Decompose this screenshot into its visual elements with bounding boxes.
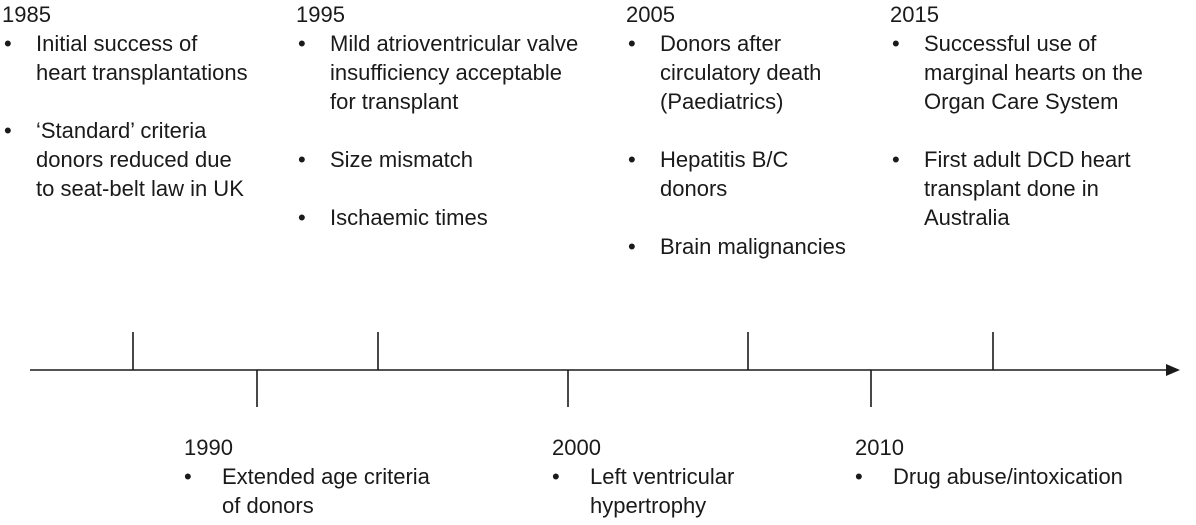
bullet-icon: •: [892, 147, 900, 172]
year-label: 1985: [2, 2, 51, 27]
era-items: [552, 462, 812, 520]
bullet-icon: •: [628, 31, 636, 56]
item-text: Drug abuse/intoxication: [893, 464, 1123, 489]
item-text: Mild atrioventricular valve insufficiency acceptable for transplant: [330, 31, 579, 114]
year-label: 2000: [552, 435, 601, 460]
list-item: [296, 203, 586, 232]
list-item: [296, 145, 586, 174]
item-text: Hepatitis B/C donors: [660, 147, 789, 201]
era-items: [890, 29, 1150, 232]
bullet-icon: •: [4, 31, 12, 56]
item-text: ‘Standard’ criteria donors reduced due to seat-belt law in UK: [36, 118, 244, 201]
item-text: Extended age criteria of donors: [222, 464, 430, 518]
era-1985: [2, 0, 252, 203]
axis-arrowhead: [1166, 364, 1180, 376]
era-1990: [184, 433, 444, 520]
bullet-icon: •: [628, 147, 636, 172]
bullet-icon: •: [855, 464, 863, 489]
item-text: Donors after circulatory death (Paediatrics): [660, 31, 822, 114]
era-2015: [890, 0, 1150, 232]
list-item: [552, 462, 812, 520]
item-text: First adult DCD heart transplant done in Australia: [924, 147, 1131, 230]
bullet-icon: •: [298, 31, 306, 56]
list-item: [855, 462, 1185, 491]
item-text: Brain malignancies: [660, 234, 846, 259]
year-label: 1995: [296, 2, 345, 27]
bullet-icon: •: [4, 118, 12, 143]
item-text: Initial success of heart transplantations: [36, 31, 248, 85]
list-item: [890, 145, 1150, 232]
era-1995: [296, 0, 586, 232]
era-2005: [626, 0, 856, 261]
bullet-icon: •: [298, 205, 306, 230]
bullet-icon: •: [628, 234, 636, 259]
bullet-icon: •: [184, 464, 192, 489]
year-label: 2005: [626, 2, 675, 27]
era-items: [2, 29, 252, 203]
item-text: Successful use of marginal hearts on the Organ Care System: [924, 31, 1143, 114]
era-items: [296, 29, 586, 232]
list-item: [626, 29, 856, 116]
era-2010: [855, 433, 1185, 491]
era-items: [626, 29, 856, 261]
year-label: 1990: [184, 435, 233, 460]
era-items: [184, 462, 444, 520]
item-text: Size mismatch: [330, 147, 474, 172]
list-item: [296, 29, 586, 116]
bullet-icon: •: [552, 464, 560, 489]
list-item: [2, 29, 252, 87]
item-text: Ischaemic times: [330, 205, 488, 230]
year-label: 2010: [855, 435, 904, 460]
era-items: [855, 462, 1185, 491]
bullet-icon: •: [892, 31, 900, 56]
list-item: [626, 145, 856, 203]
list-item: [2, 116, 252, 203]
era-2000: [552, 433, 812, 520]
list-item: [890, 29, 1150, 116]
year-label: 2015: [890, 2, 939, 27]
bullet-icon: •: [298, 147, 306, 172]
item-text: Left ventricular hypertrophy: [590, 464, 735, 518]
list-item: [626, 232, 856, 261]
list-item: [184, 462, 444, 520]
